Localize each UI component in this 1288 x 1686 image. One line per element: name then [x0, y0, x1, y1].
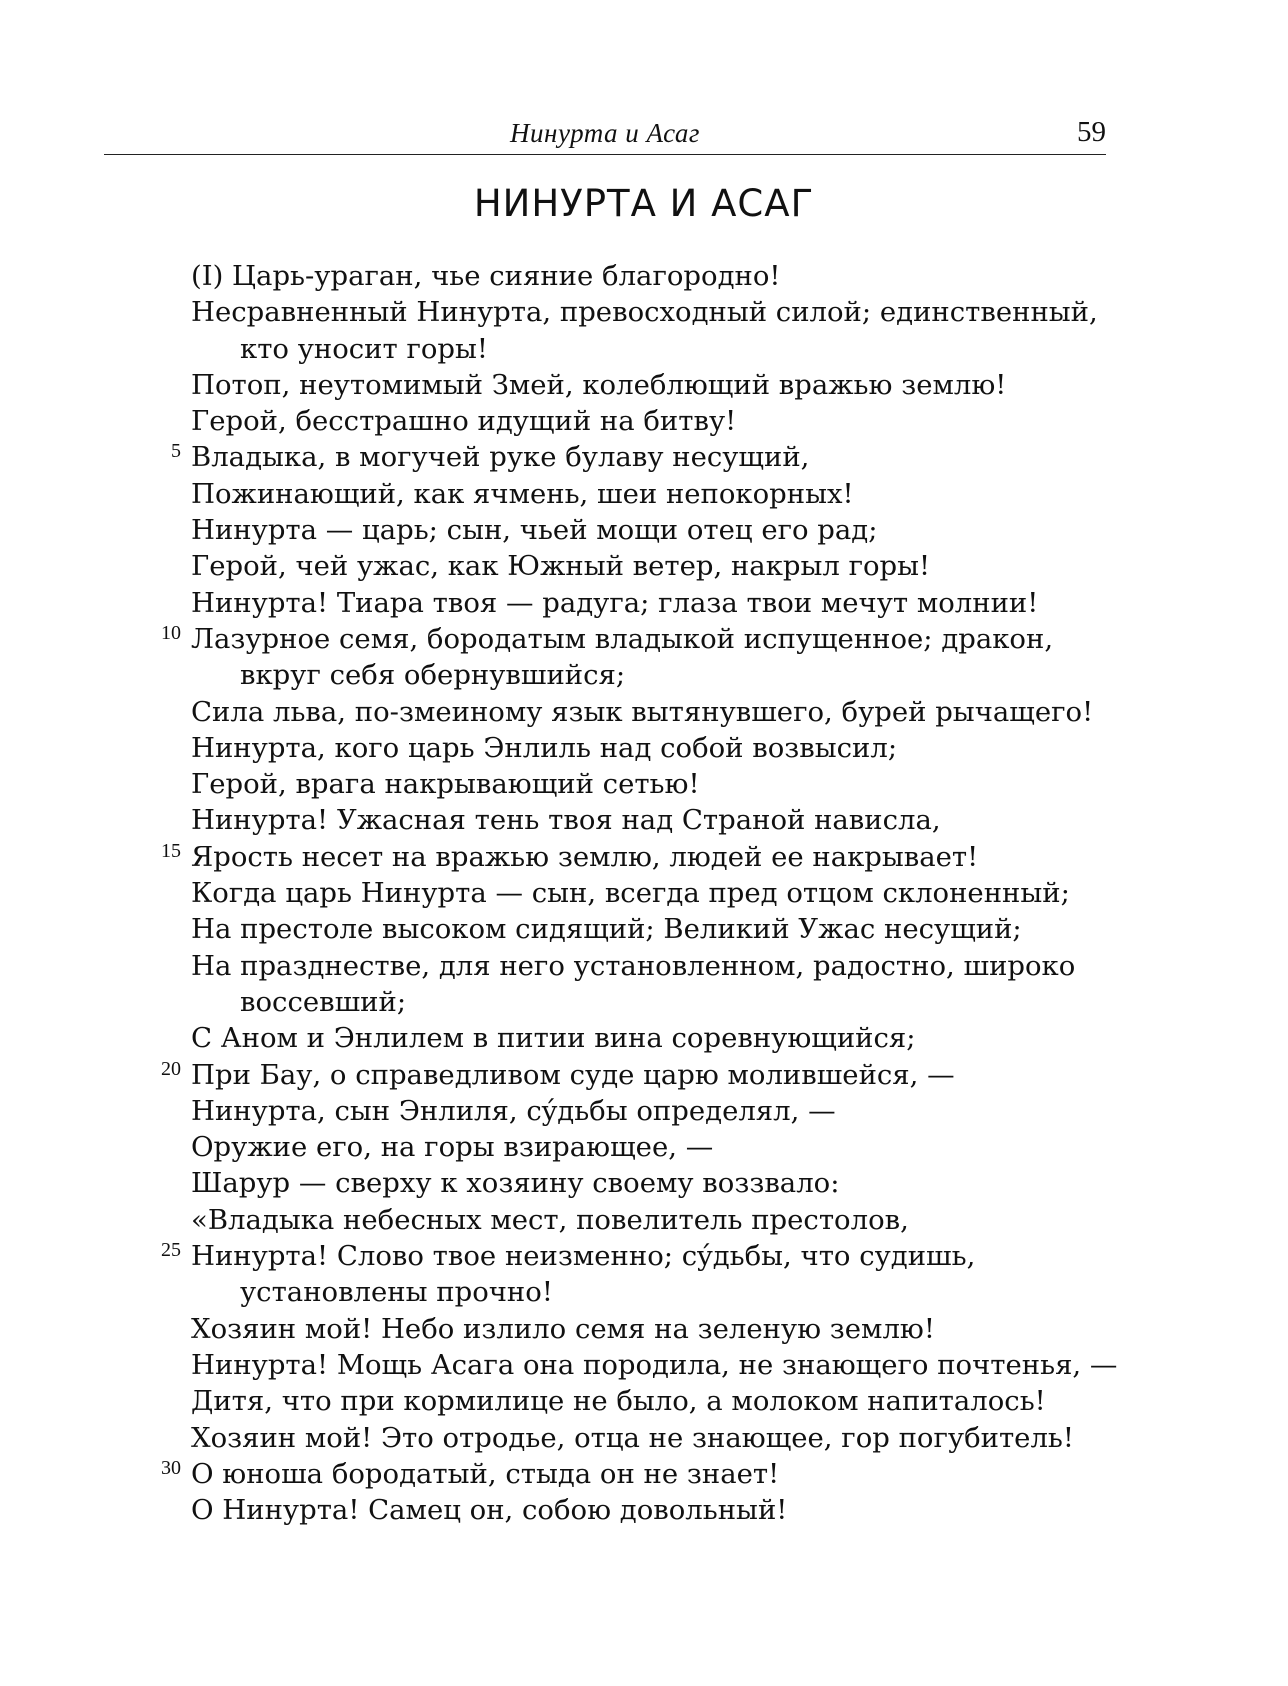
verse-line [0, 1347, 1288, 1383]
verse-line [0, 766, 1288, 802]
line-text: Шарур — сверху к хозяину своему воззвало: [191, 1167, 840, 1200]
verse-line [0, 948, 1288, 984]
verse-line [0, 294, 1288, 330]
line-text: Лазурное семя, бородатым владыкой испущенное; дракон, [191, 622, 1054, 655]
line-text: Нинурта! Мощь Асага она породила, не знающего почтенья, — [191, 1348, 1118, 1381]
line-text: Сила льва, по-змеиному язык вытянувшего, бурей рычащего! [191, 695, 1094, 728]
line-text: На празднестве, для него установленном, радостно, широко [191, 949, 1076, 982]
line-text: С Аном и Энлилем в питии вина соревнующийся; [191, 1022, 916, 1055]
verse-line [0, 911, 1288, 947]
line-text: Хозяин мой! Это отродье, отца не знающее, гор погубитель! [191, 1421, 1074, 1454]
verse-block [0, 258, 1288, 1528]
line-number: 5 [171, 440, 181, 463]
poem-title: НИНУРТА И АСАГ [473, 182, 815, 225]
line-text: На престоле высоком сидящий; Великий Ужас несущий; [191, 913, 1022, 946]
verse-line [0, 1165, 1288, 1201]
verse-line [0, 1456, 1288, 1492]
verse-continuation-line [0, 984, 1288, 1020]
verse-line [0, 730, 1288, 766]
line-text: Нинурта — царь; сын, чьей мощи отец его рад; [191, 514, 878, 547]
verse-line [0, 839, 1288, 875]
line-text: Пожинающий, как ячмень, шеи непокорных! [191, 477, 854, 510]
line-text: Когда царь Нинурта — сын, всегда пред отцом склоненный; [191, 877, 1070, 910]
line-number: 15 [161, 839, 181, 862]
running-title: Нинурта и Асаг [510, 118, 700, 148]
line-text: О юноша бородатый, стыда он не знает! [191, 1457, 780, 1490]
line-text: О Нинурта! Самец он, собою довольный! [191, 1494, 788, 1527]
line-text: Нинурта, сын Энлиля, сýдьбы определял, — [191, 1094, 836, 1127]
verse-line [0, 367, 1288, 403]
line-text: Герой, бесстрашно идущий на битву! [191, 405, 737, 438]
line-text: Нинурта! Тиара твоя — радуга; глаза твои мечут молнии! [191, 586, 1039, 619]
line-text: (I) Царь-ураган, чье сияние благородно! [191, 260, 781, 292]
verse-line [0, 1420, 1288, 1456]
verse-line [0, 403, 1288, 439]
line-text: При Бау, о справедливом суде царю молившейся, — [191, 1058, 955, 1091]
verse-line [0, 585, 1288, 621]
line-number: 20 [161, 1057, 181, 1080]
verse-line [0, 512, 1288, 548]
line-text: кто уносит горы! [240, 332, 488, 365]
line-text: Нинурта! Слово твое неизменно; сýдьбы, что судишь, [191, 1240, 976, 1273]
line-text: Дитя, что при кормилице не было, а молоком напиталось! [191, 1385, 1046, 1418]
verse-line [0, 802, 1288, 838]
line-text: Несравненный Нинурта, превосходный силой; единственный, [191, 296, 1098, 329]
verse-line [0, 621, 1288, 657]
verse-line [0, 439, 1288, 475]
verse-line [0, 548, 1288, 584]
line-text: установлены прочно! [240, 1276, 553, 1309]
verse-line [0, 258, 1288, 294]
verse-line [0, 1057, 1288, 1093]
line-number: 30 [161, 1456, 181, 1479]
line-text: Нинурта! Ужасная тень твоя над Страной нависла, [191, 804, 941, 837]
verse-line [0, 1238, 1288, 1274]
line-text: Ярость несет на вражью землю, людей ее накрывает! [191, 840, 979, 873]
verse-continuation-line [0, 1274, 1288, 1310]
line-text: Герой, врага накрывающий сетью! [191, 768, 700, 801]
line-number: 10 [161, 621, 181, 644]
verse-line [0, 1020, 1288, 1056]
verse-line [0, 476, 1288, 512]
verse-continuation-line [0, 331, 1288, 367]
running-header [104, 114, 1106, 155]
verse-line [0, 1202, 1288, 1238]
line-text: вкруг себя обернувшийся; [240, 659, 626, 692]
verse-line [0, 875, 1288, 911]
verse-continuation-line [0, 657, 1288, 693]
verse-line [0, 1383, 1288, 1419]
verse-line [0, 1311, 1288, 1347]
line-text: «Владыка небесных мест, повелитель престолов, [191, 1203, 909, 1236]
page-number: 59 [1077, 116, 1106, 148]
verse-line [0, 1129, 1288, 1165]
line-text: Герой, чей ужас, как Южный ветер, накрыл горы! [191, 550, 931, 583]
line-text: Потоп, неутомимый Змей, колеблющий вражью землю! [191, 368, 1007, 401]
line-text: Оружие его, на горы взирающее, — [191, 1131, 714, 1164]
line-number: 25 [161, 1239, 181, 1262]
line-text: воссевший; [240, 985, 407, 1018]
verse-line [0, 1492, 1288, 1528]
line-text: Владыка, в могучей руке булаву несущий, [191, 441, 810, 474]
line-text: Нинурта, кого царь Энлиль над собой возвысил; [191, 731, 898, 764]
line-text: Хозяин мой! Небо излило семя на зеленую землю! [191, 1312, 935, 1345]
verse-line [0, 694, 1288, 730]
verse-line [0, 1093, 1288, 1129]
